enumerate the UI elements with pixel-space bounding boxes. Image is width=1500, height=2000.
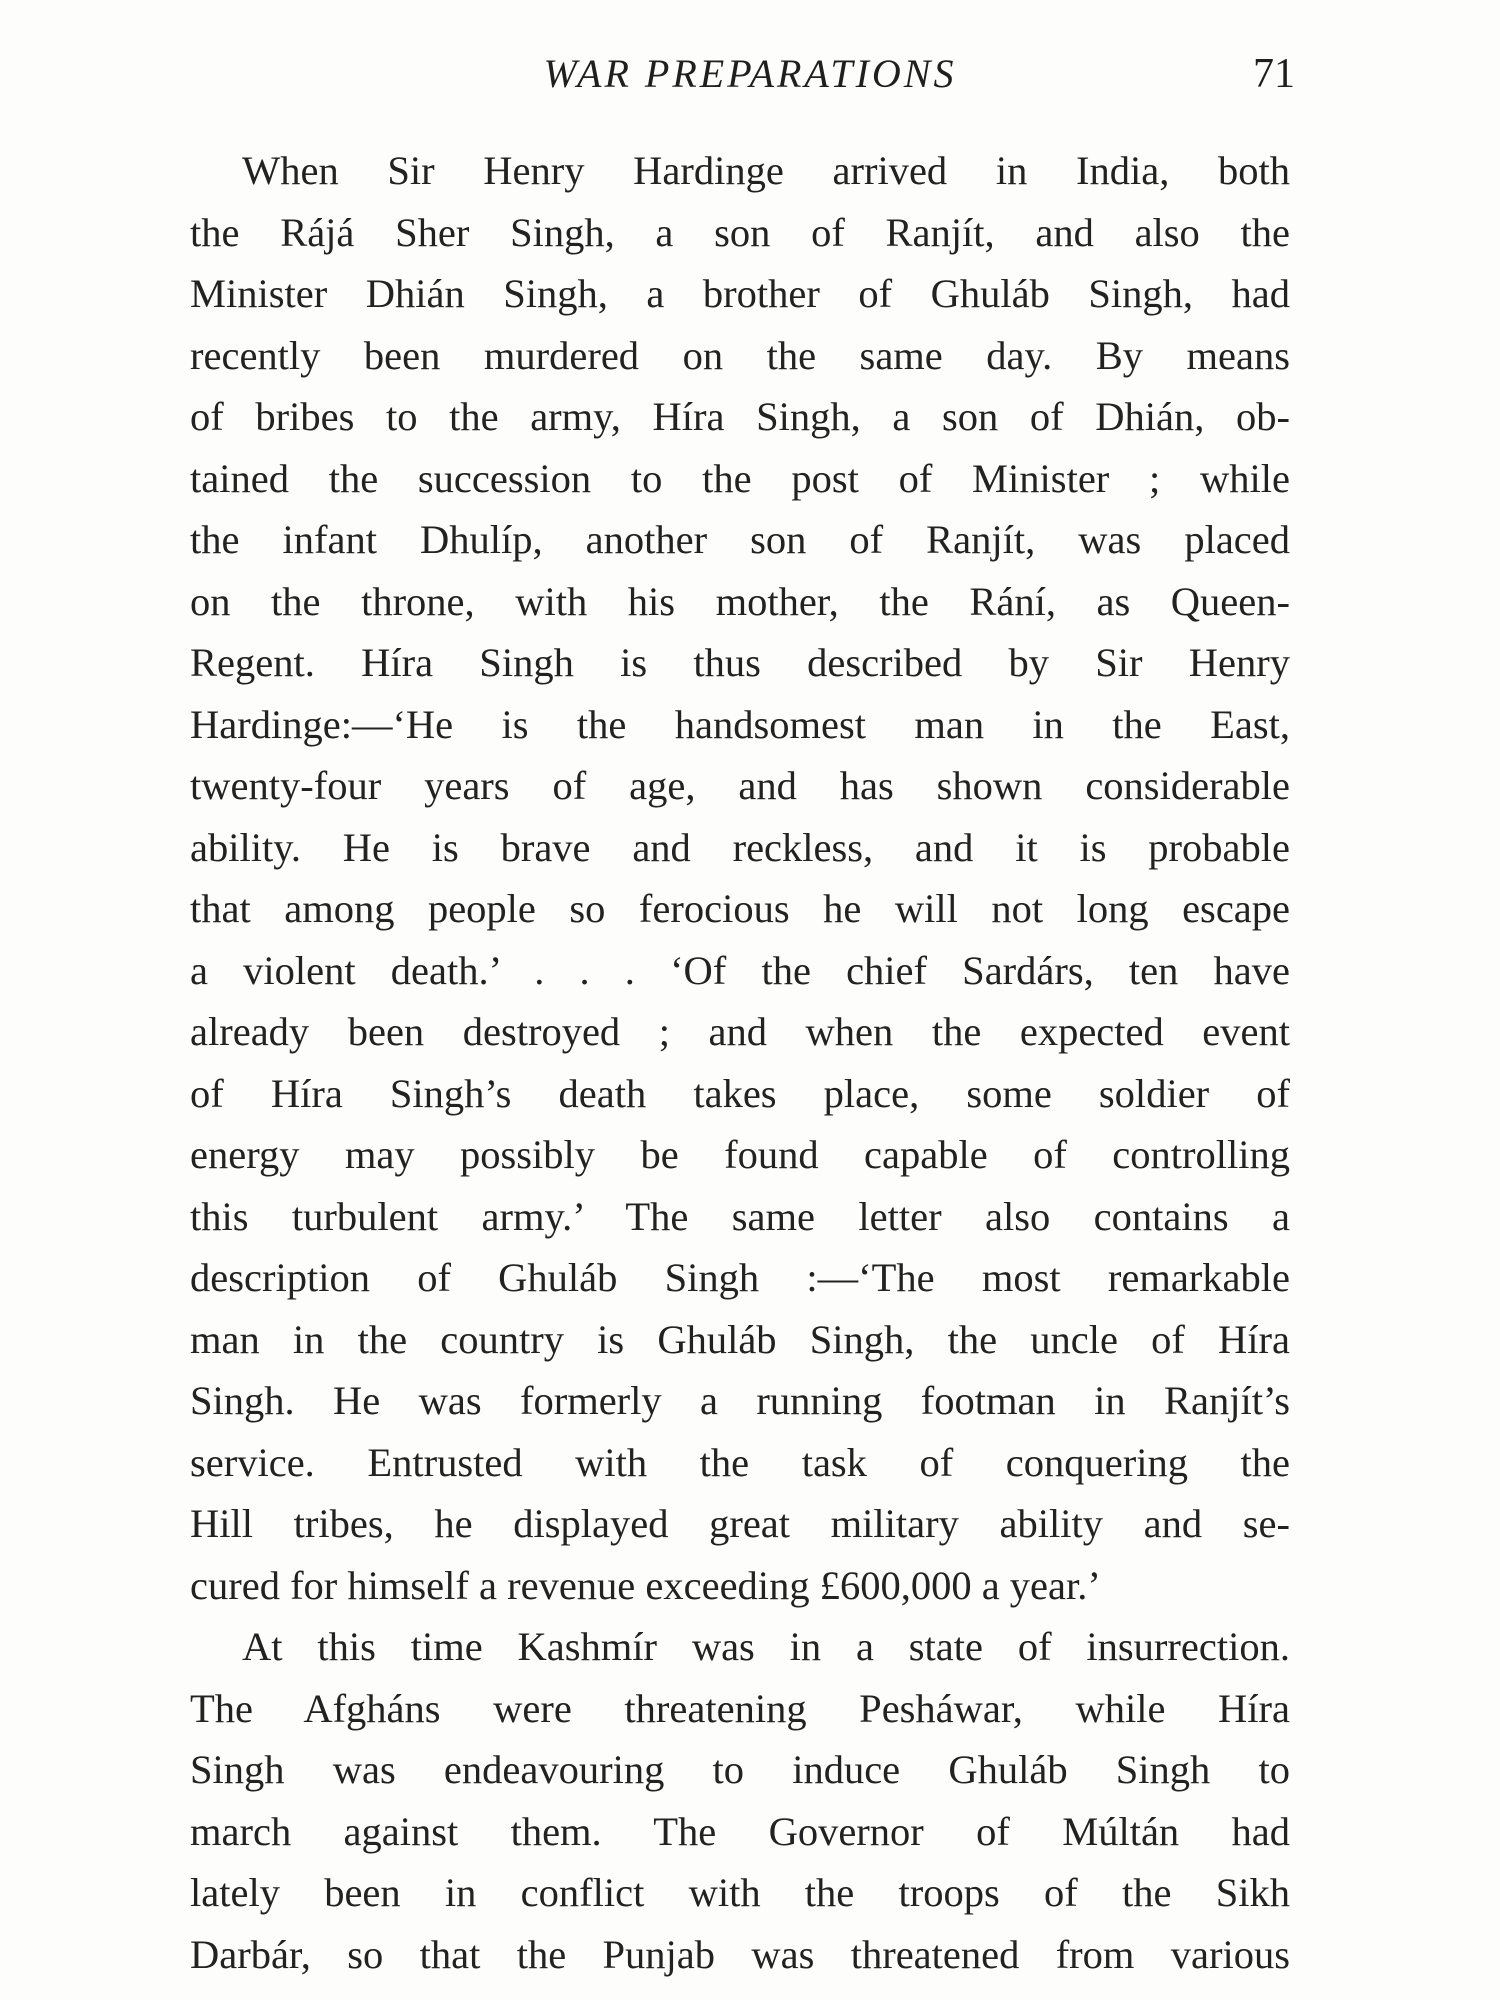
- page-number: 71: [1253, 51, 1295, 97]
- running-head: [0, 50, 1500, 100]
- text-line: service. Entrusted with the task of conquering the: [190, 1439, 1290, 1485]
- text-line: this turbulent army.’ The same letter also contains a: [190, 1193, 1290, 1239]
- text-line: already been destroyed ; and when the expected event: [190, 1009, 1290, 1054]
- text-line: Singh. He was formerly a running footman in Ranjít’s: [190, 1378, 1290, 1423]
- text-line: recently been murdered on the same day. By means: [190, 332, 1290, 378]
- text-line: the infant Dhulíp, another son of Ranjít, was placed: [190, 517, 1290, 562]
- text-line: Singh was endeavouring to induce Ghuláb Singh to: [190, 1747, 1290, 1792]
- text-line: Regent. Híra Singh is thus described by Sir Henry: [190, 640, 1290, 685]
- text-line: description of Ghuláb Singh :—‘The most remarkable: [190, 1255, 1290, 1300]
- text-line: When Sir Henry Hardinge arrived in India, both: [242, 148, 1290, 193]
- text-line: that among people so ferocious he will not long escape: [190, 886, 1290, 931]
- text-line: Hardinge:—‘He is the handsomest man in the East,: [190, 701, 1290, 747]
- text-line: a violent death.’ . . . ‘Of the chief Sardárs, ten have: [190, 947, 1290, 993]
- text-line: Hill tribes, he displayed great military ability and se-: [190, 1501, 1290, 1546]
- text-line: energy may possibly be found capable of controlling: [190, 1132, 1290, 1177]
- text-line: on the throne, with his mother, the Rání, as Queen-: [190, 578, 1290, 624]
- text-line: ability. He is brave and reckless, and it is probable: [190, 824, 1290, 870]
- text-line: of Híra Singh’s death takes place, some soldier of: [190, 1070, 1290, 1116]
- body-text: [190, 140, 1290, 1985]
- text-line: The Afgháns were threatening Pesháwar, while Híra: [190, 1685, 1290, 1731]
- text-line: march against them. The Governor of Múltán had: [190, 1808, 1290, 1854]
- text-line: lately been in conflict with the troops of the Sikh: [190, 1870, 1290, 1915]
- running-title: WAR PREPARATIONS: [543, 51, 957, 96]
- text-line: twenty-four years of age, and has shown considerable: [190, 763, 1290, 808]
- text-line: tained the succession to the post of Minister ; while: [190, 455, 1290, 501]
- text-line: Minister Dhián Singh, a brother of Ghuláb Singh, had: [190, 271, 1290, 316]
- text-line: cured for himself a revenue exceeding £600,000 a year.’: [190, 1562, 1101, 1608]
- text-line: man in the country is Ghuláb Singh, the uncle of Híra: [190, 1316, 1290, 1362]
- text-line: of bribes to the army, Híra Singh, a son of Dhián, ob-: [190, 394, 1290, 439]
- text-line: Darbár, so that the Punjab was threatened from various: [190, 1931, 1290, 1977]
- text-line: the Rájá Sher Singh, a son of Ranjít, and also the: [190, 209, 1290, 255]
- text-line: At this time Kashmír was in a state of insurrection.: [242, 1624, 1290, 1669]
